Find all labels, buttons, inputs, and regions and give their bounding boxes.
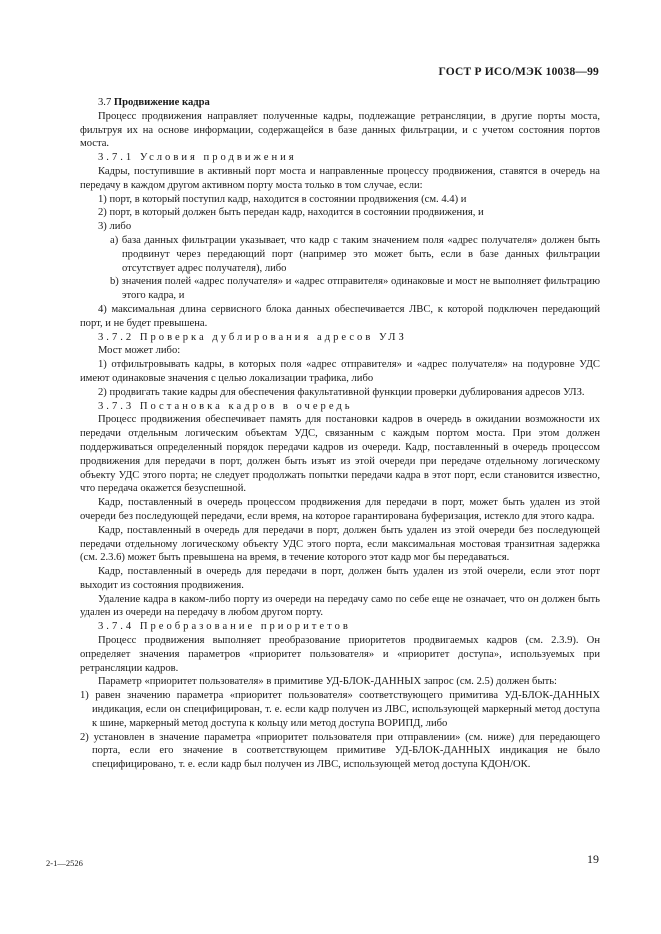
section-title xyxy=(80,96,600,110)
page-number: 19 xyxy=(587,852,599,866)
paragraph: Кадр, поставленный в очередь для передачи в порт, должен быть удален из этой очерели, если этот порт выходит из состояния продвижения. xyxy=(80,566,600,591)
paragraph: Кадры, поступившие в активный порт моста и направленные процессу продвижения, ставятся в очередь на передачу в каждом другом активном порту моста только в том случае, если: xyxy=(80,165,600,191)
paragraph: Процесс продвижения обеспечивает память для постановки кадров в очередь в ожидании возможности их передачи отдельным логическим объектам УДС, связанным с каждым портом моста. При этом должен поддерживаться определенный порядок передачи кадров из очереди. Кадр, поставленный в очередь процессом продвижения для передачи в порт, должен быть изъят из этой очереди при передаче отдельному логическому объекту УДС этого порта; не следует продолжать попытки передачи кадра в этот порт, если становится известно, что передача окажется безуспешной. xyxy=(80,414,600,495)
list-item: 2) установлен в значение параметра «приоритет пользователя при отправлении» (см. ниже) для передающего порта, если его значение в соответствующем примитиве УД-БЛОК-ДАННЫХ индикация не было специфицировано, т. е. если кадр был получен из ЛВС, использующей метод доступа КДОН/ОК. xyxy=(80,731,600,771)
paragraph: Кадр, поставленный в очередь для передачи в порт, должен быть удален из этой очереди без последующей передачи отдельному логическому объекту УДС этого порта, если максимальная мостовая транзитная задержка (см. 2.3.6) может быть превышена на время, в течение которого этот кадр мог бы передаваться. xyxy=(80,524,600,564)
list-item: 1) отфильтровывать кадры, в которых поля «адрес отправителя» и «адрес получателя» на подуровне УДС имеют одинаковые значения с целью локализации трафика, либо xyxy=(80,359,600,384)
section-intro: Процесс продвижения направляет полученные кадры, подлежащие ретрансляции, в другие порты моста, фильтруя их на основе информации, содержащейся в базе данных фильтрации, и с учетом состояния портов моста. xyxy=(80,110,600,150)
subsection-heading-3-7-1: 3.7.1 Условия продвижения xyxy=(98,152,297,164)
paragraph: Параметр «приоритет пользователя» в примитиве УД-БЛОК-ДАННЫХ запрос (см. 2.5) должен быть: xyxy=(98,676,557,688)
footer-code: 2-1—2526 xyxy=(46,858,83,868)
sub-list-item-a: a) база данных фильтрации указывает, что кадр с таким значением поля «адрес получателя» должен быть продвинут через передающий порт (например это может быть, если в базе данных фильтрации отсутствует адрес получателя), либо xyxy=(110,234,600,274)
subsection-heading-3-7-4: 3.7.4 Преобразование приоритетов xyxy=(98,621,351,633)
subsection-heading-3-7-3: 3.7.3 Постановка кадров в очередь xyxy=(98,400,353,412)
list-item: 4) максимальная длина сервисного блока данных обеспечивается ЛВС, к которой подключен передающий порт, и не будет превышена. xyxy=(80,303,600,329)
section-title-text: Продвижение кадра xyxy=(113,97,210,108)
sub-list xyxy=(110,234,600,303)
section-number: 3.7 xyxy=(98,97,112,108)
paragraph: Процесс продвижения выполняет преобразование приоритетов продвигаемых кадров (см. 2.3.9). Он определяет значения параметров «приоритет пользователя» и «приоритет доступа», используемых при ретрансляции кадров. xyxy=(80,635,600,674)
paragraph: Мост может либо: xyxy=(98,345,181,357)
document-header: ГОСТ Р ИСО/МЭК 10038—99 xyxy=(438,66,599,78)
paragraph: Кадр, поставленный в очередь процессом продвижения для передачи в порт, может быть удален из этой очереди без последующей передачи, если время, на которое гарантирована буферизация, истекло для этого кадра. xyxy=(80,497,600,522)
paragraph: Удаление кадра в каком-либо порту из очереди на передачу само по себе еще не означает, что он должен быть удален из очереди на передачу в любом другом порту. xyxy=(80,593,600,619)
list-item: 1) равен значению параметра «приоритет пользователя» соответствующего примитива УД-БЛОК-ДАННЫХ индикация, если он специфицирован, т. е. если кадр получен из ЛВС, использующей маркерный метод доступа к шине, маркерный метод доступа к кольцу или метод доступа ВОРИПД, либо xyxy=(80,690,600,729)
page-content xyxy=(80,96,600,772)
list-item: 2) порт, в который должен быть передан кадр, находится в состоянии продвижения, и xyxy=(98,207,484,219)
list-item: 1) порт, в который поступил кадр, находится в состоянии продвижения (см. 4.4) и xyxy=(98,193,467,205)
sub-list-item-b: b) значения полей «адрес получателя» и «адрес отправителя» одинаковые и мост не выполняет фильтрацию этого кадра, и xyxy=(110,276,600,302)
list-item: 3) либо xyxy=(98,221,132,233)
list-item: 2) продвигать такие кадры для обеспечения факультативной функции проверки дублирования адресов УЛЗ. xyxy=(98,386,585,398)
subsection-heading-3-7-2: 3.7.2 Проверка дублирования адресов УЛЗ xyxy=(98,331,407,343)
